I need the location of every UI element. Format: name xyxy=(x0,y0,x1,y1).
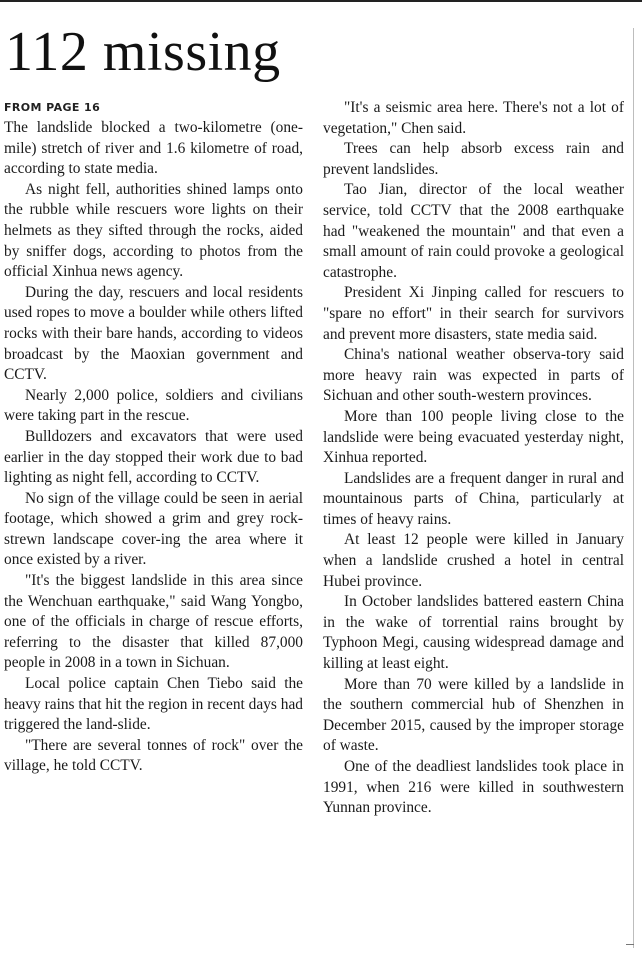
paragraph: "There are several tonnes of rock" over the village, he told CCTV. xyxy=(4,736,303,775)
top-rule xyxy=(0,0,642,2)
paragraph: In October landslides battered eastern China in the wake of torrential rains brought by Typhoon Megi, causing widespread damage and killing at least eight. xyxy=(323,593,624,673)
paragraph: China's national weather observa-tory said more heavy rain was expected in parts of Sichuan and other south-western provinces. xyxy=(323,346,624,405)
column-rule-right xyxy=(633,28,634,948)
paragraph: One of the deadliest landslides took place in 1991, when 216 were killed in southwestern Yunnan province. xyxy=(323,758,624,817)
paragraph: Local police captain Chen Tiebo said the heavy rains that hit the region in recent days had triggered the land-slide. xyxy=(4,675,303,734)
paragraph: No sign of the village could be seen in aerial footage, which showed a grim and grey rock-strewn landscape cover-ing the area where it once existed by a river. xyxy=(4,489,303,569)
article-column-left xyxy=(4,98,303,777)
paragraph: Tao Jian, director of the local weather service, told CCTV that the 2008 earthquake had "weakened the mountain" and that even a small amount of rain could provoke a geological catastrophe. xyxy=(323,181,624,281)
paragraph: Nearly 2,000 police, soldiers and civilians were taking part in the rescue. xyxy=(4,386,303,425)
paragraph: President Xi Jinping called for rescuers to "spare no effort" in their search for survivors and prevent more disasters, state media said. xyxy=(323,284,624,343)
paragraph: More than 100 people living close to the landslide were being evacuated yesterday night, Xinhua reported. xyxy=(323,407,624,467)
paragraph: As night fell, authorities shined lamps onto the rubble while rescuers wore lights on their helmets as they sifted through the rocks, aided by sniffer dogs, according to photos from the official Xinhua news agency. xyxy=(4,180,303,281)
headline: 112 missing xyxy=(5,21,281,83)
paragraph: The landslide blocked a two-kilometre (one-mile) stretch of river and 1.6 kilometre of road, according to state media. xyxy=(4,119,303,178)
paragraph: Trees can help absorb excess rain and prevent landslides. xyxy=(323,140,624,178)
paragraph: "It's the biggest landslide in this area since the Wenchuan earthquake," said Wang Yongbo, one of the officials in charge of rescue efforts, referring to the disaster that killed 87,000 people in 2008 in a town in Sichuan. xyxy=(4,572,303,672)
paragraph: Landslides are a frequent danger in rural and mountainous parts of China, particularly at times of heavy rains. xyxy=(323,469,624,528)
paragraph: During the day, rescuers and local residents used ropes to move a boulder while others lifted rocks with their bare hands, according to videos broadcast by the Maoxian government and CCTV. xyxy=(4,283,303,384)
paragraph: More than 70 were killed by a landslide in the southern commercial hub of Shenzhen in December 2015, caused by the improper storage of waste. xyxy=(323,675,624,755)
continuation-marker xyxy=(626,944,634,949)
paragraph: Bulldozers and excavators that were used earlier in the day stopped their work due to bad lighting as night fell, according to CCTV. xyxy=(4,427,303,487)
paragraph: At least 12 people were killed in January when a landslide crushed a hotel in central Hubei province. xyxy=(323,531,624,590)
paragraph: "It's a seismic area here. There's not a lot of vegetation," Chen said. xyxy=(323,99,624,137)
article-column-right xyxy=(323,98,624,819)
jump-kicker: FROM PAGE 16 xyxy=(4,101,101,114)
